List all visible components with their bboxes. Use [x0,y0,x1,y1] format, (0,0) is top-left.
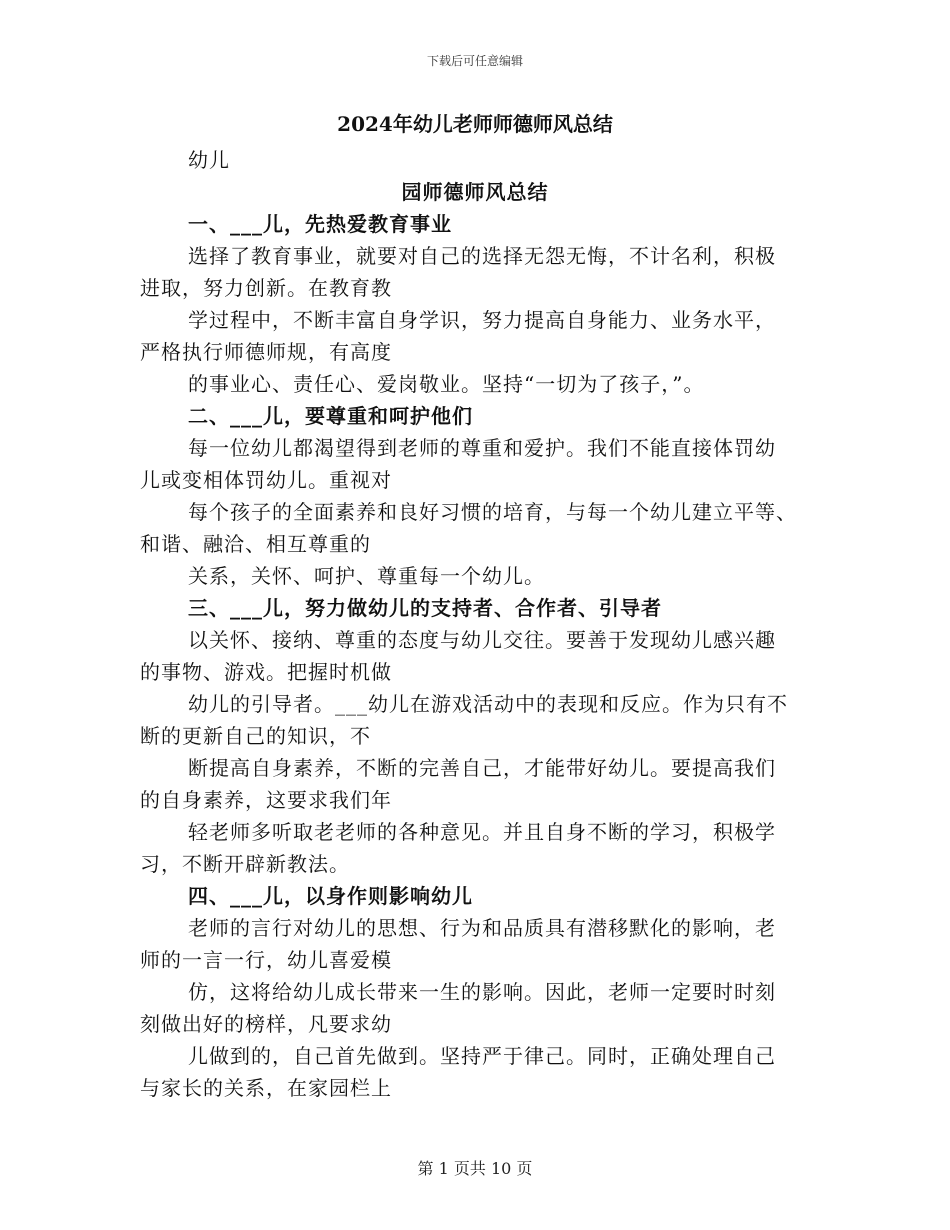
text-line: 幼儿的引导者。___幼儿在游戏活动中的表现和反应。作为只有不 [188,692,788,716]
subtitle-line: 园师德师风总结 [401,180,549,204]
document-body [140,104,810,1104]
text-line: 选择了教育事业，就要对自己的选择无怨无悔，不计名利，积极 [188,244,776,268]
text-line: 断提高自身素养，不断的完善自己，才能带好幼儿。要提高我们 [188,756,776,780]
text-line: 断的更新自己的知识，不 [140,724,371,748]
text-line: 师的一言一行，幼儿喜爱模 [140,948,392,972]
text-line: 每个孩子的全面素养和良好习惯的培育，与每一个幼儿建立平等、 [188,500,797,524]
section-heading: 三、___儿，努力做幼儿的支持者、合作者、引导者 [188,596,662,620]
section-heading: 二、___儿，要尊重和呵护他们 [188,404,473,428]
text-line: 儿做到的，自己首先做到。坚持严于律己。同时，正确处理自己 [188,1044,776,1068]
text-line: 以关怀、接纳、尊重的态度与幼儿交往。要善于发现幼儿感兴趣 [188,628,776,652]
text-line: 轻老师多听取老老师的各种意见。并且自身不断的学习，积极学 [188,820,776,844]
page-header: 下载后可任意编辑 [426,54,523,68]
text-line: 和谐、融洽、相互尊重的 [140,532,371,556]
document-lines [140,144,810,1104]
text-line: 幼儿 [188,148,230,172]
section-heading: 一、___儿，先热爱教育事业 [188,212,452,236]
document-title: 2024年幼儿老师师德师风总结 [337,112,613,136]
text-line: 仿，这将给幼儿成长带来一生的影响。因此，老师一定要时时刻 [188,980,776,1004]
text-line: 儿或变相体罚幼儿。重视对 [140,468,392,492]
text-line: 学过程中，不断丰富自身学识，努力提高自身能力、业务水平， [188,308,776,332]
text-line: 刻做出好的榜样，凡要求幼 [140,1012,392,1036]
text-line: 的自身素养，这要求我们年 [140,788,392,812]
text-line: 严格执行师德师规，有高度 [140,340,392,364]
text-line: 每一位幼儿都渴望得到老师的尊重和爱护。我们不能直接体罚幼 [188,436,776,460]
section-heading: 四、___儿，以身作则影响幼儿 [188,884,473,908]
text-line: 习，不断开辟新教法。 [140,852,350,876]
text-line: 的事物、游戏。把握时机做 [140,660,392,684]
text-line: 与家长的关系，在家园栏上 [140,1076,392,1100]
text-line: 关系，关怀、呵护、尊重每一个幼儿。 [188,564,545,588]
text-line: 进取，努力创新。在教育教 [140,276,392,300]
text-line: 老师的言行对幼儿的思想、行为和品质具有潜移默化的影响，老 [188,916,776,940]
text-line: 的事业心、责任心、爱岗敬业。坚持“一切为了孩子，”。 [188,372,705,396]
page-footer: 第 1 页共 10 页 [417,1159,533,1178]
